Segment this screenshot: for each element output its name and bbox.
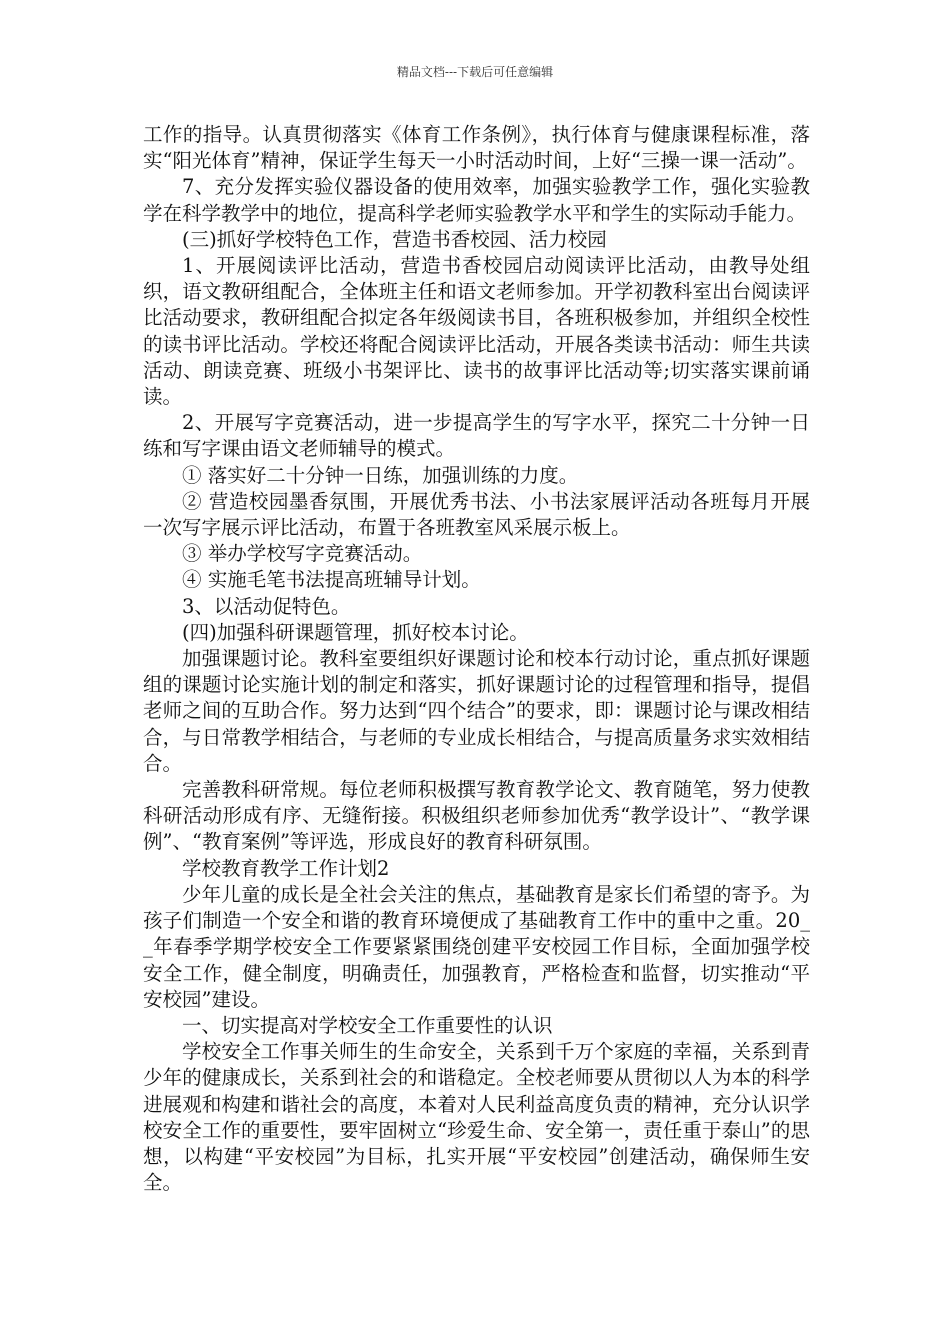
paragraph-safety-intro: 少年儿童的成长是全社会关注的焦点，基础教育是家长们希望的寄予。为孩子们制造一个安全和谐的教育环境便成了基础教育工作中的重中之重。20__年春季学期学校安全工作要紧紧围绕创建平安校园工作目标，全面加强学校安全工作，健全制度，明确责任，加强教育，严格检查和监督，切实推动“平安校园”建设。 [143,882,810,1011]
document-body [143,122,810,1196]
document-subtitle-plan-2: 学校教育教学工作计划2 [182,856,390,880]
section-heading-research: (四)加强科研课题管理，抓好校本讨论。 [182,620,529,644]
paragraph-lab-equipment: 7、充分发挥实验仪器设备的使用效率，加强实验教学工作，强化实验教学在科学教学中的地位，提高科学老师实验教学水平和学生的实际动手能力。 [143,175,810,225]
paragraph-writing-competition: 2、开展写字竞赛活动，进一步提高学生的写字水平，探究二十分钟一日练和写字课由语文老师辅导的模式。 [143,411,810,461]
paragraph-reading-activity: 1、开展阅读评比活动，营造书香校园启动阅读评比活动，由教导处组织，语文教研组配合，全体班主任和语文老师参加。开学初教科室出台阅读评比活动要求，教研组配合拟定各年级阅读书目，各班积极参加，并组织全校性的读书评比活动。学校还将配合阅读评比活动，开展各类读书活动：师生共读活动、朗读竞赛、班级小书架评比、读书的故事评比活动等;切实落实课前诵读。 [143,254,810,409]
paragraph-sports-work-continuation: 工作的指导。认真贯彻落实《体育工作条例》，执行体育与健康课程标准，落实“阳光体育”精神，保证学生每天一小时活动时间，上好“三操一课一活动”。 [143,123,810,173]
list-item-calligraphy-atmosphere: ② 营造校园墨香氛围，开展优秀书法、小书法家展评活动各班每月开展一次写字展示评比活动，布置于各班教室风采展示板上。 [143,489,810,540]
paragraph-activity-features: 3、以活动促特色。 [182,594,351,618]
paragraph-safety-importance: 学校安全工作事关师生的生命安全，关系到千万个家庭的幸福，关系到青少年的健康成长，关系到社会的和谐稳定。全校老师要从贯彻以人为本的科学进展观和构建和谐社会的高度，本着对人民利益高度负责的精神，充分认识学校安全工作的重要性，要牢固树立“珍爱生命、安全第一，责任重于泰山”的思想，以构建“平安校园”为目标，扎实开展“平安校园”创建活动，确保师生安全。 [143,1040,810,1195]
list-item-brush-calligraphy: ④ 实施毛笔书法提高班辅导计划。 [182,568,481,592]
list-item-writing-contest: ③ 举办学校写字竞赛活动。 [182,542,423,566]
section-heading-school-features: (三)抓好学校特色工作，营造书香校园、活力校园 [182,227,607,251]
page-header: 精品文档---下载后可任意编辑 [396,65,554,79]
list-item-daily-practice: ① 落实好二十分钟一日练，加强训练的力度。 [182,463,579,487]
paragraph-research-topics: 加强课题讨论。教科室要组织好课题讨论和校本行动讨论，重点抓好课题组的课题讨论实施计划的制定和落实，抓好课题讨论的过程管理和指导，提倡老师之间的互助合作。努力达到“四个结合”的要求，即：课题讨论与课改相结合，与日常教学相结合，与老师的专业成长相结合，与提高质量务求实效相结合。 [143,647,810,775]
section-heading-safety-awareness: 一、切实提高对学校安全工作重要性的认识 [182,1013,553,1037]
paragraph-research-routine: 完善教科研常规。每位老师积极撰写教育教学论文、教育随笔，努力使教科研活动形成有序、无缝衔接。积极组织老师参加优秀“教学设计”、“教学课例”、“教育案例”等评选，形成良好的教育科研氛围。 [143,778,810,854]
